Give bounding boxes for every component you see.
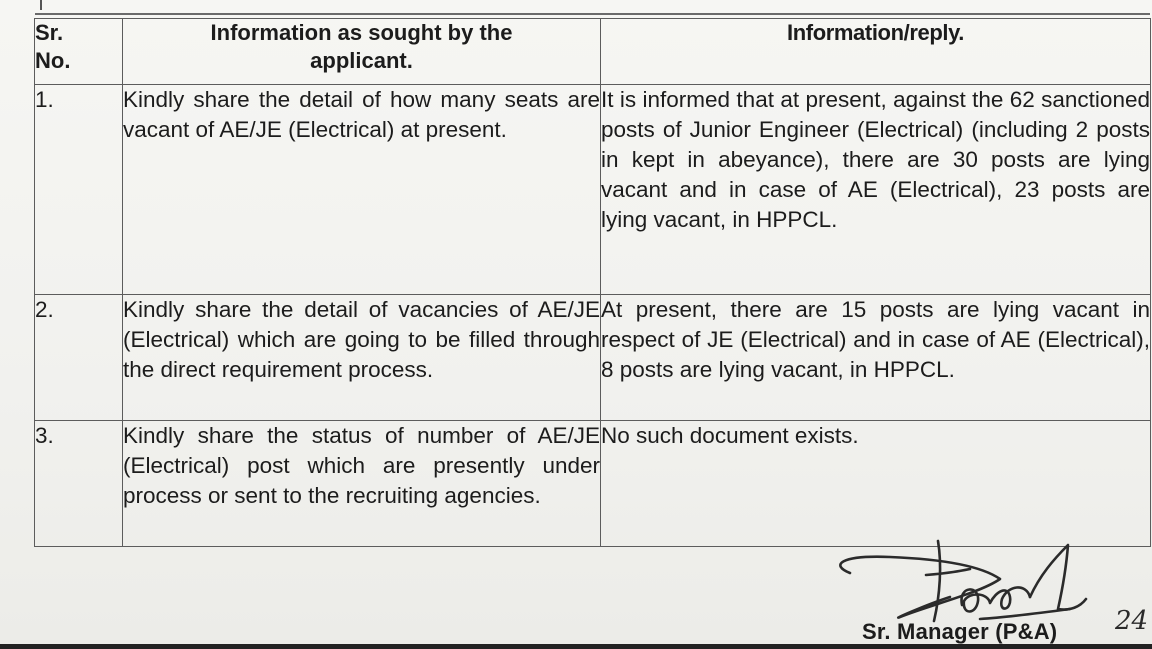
table-row: [35, 295, 1151, 421]
handwritten-signature: [830, 535, 1090, 625]
row-reply: No such document exists.: [601, 421, 1151, 547]
header-sr-line1: Sr.: [35, 20, 64, 45]
row-question: Kindly share the detail of vacancies of AE/JE (Electrical) which are going to be filled through the direct requirement process.: [123, 295, 601, 421]
header-sought-line2: applicant.: [310, 48, 413, 73]
header-information-sought: [123, 19, 601, 85]
table-row: [35, 85, 1151, 295]
header-sought-line1: Information as sought by the: [210, 20, 513, 45]
signature-letter-stroke: [1030, 545, 1086, 610]
row-serial-number: 3.: [35, 421, 123, 547]
signature-letter-stroke: [926, 541, 970, 621]
row-question: Kindly share the detail of how many seats are vacant of AE/JE (Electrical) at present.: [123, 85, 601, 295]
rti-reply-table: [34, 18, 1151, 547]
signatory-designation: Sr. Manager (P&A): [862, 619, 1058, 644]
signature-underline-stroke: [980, 609, 1070, 619]
row-serial-number: 2.: [35, 295, 123, 421]
row-reply: It is informed that at present, against the 62 sanctioned posts of Junior Engineer (Electrical) (including 2 posts in kept in abeyance), there are 30 posts are lying vacant and in case of AE (Electrical), 23 posts are lying vacant, in HPPCL.: [601, 85, 1151, 295]
row-reply: At present, there are 15 posts are lying vacant in respect of JE (Electrical) and in case of AE (Electrical), 8 posts are lying vacant, in HPPCL.: [601, 295, 1151, 421]
bottom-edge-band: [0, 644, 1152, 649]
table-row: [35, 421, 1151, 547]
header-information-reply: [601, 19, 1151, 85]
top-margin-mark: [40, 0, 42, 10]
row-serial-number: 1.: [35, 85, 123, 295]
table-header-row: [35, 19, 1151, 85]
header-sr-no: [35, 19, 123, 85]
row-question: Kindly share the status of number of AE/JE (Electrical) post which are presently under process or sent to the recruiting agencies.: [123, 421, 601, 547]
top-rule: [35, 13, 1150, 15]
header-reply-text: Information/reply.: [787, 20, 964, 45]
header-sr-line2: No.: [35, 48, 71, 73]
handwritten-date-fragment: 24: [1115, 606, 1149, 636]
